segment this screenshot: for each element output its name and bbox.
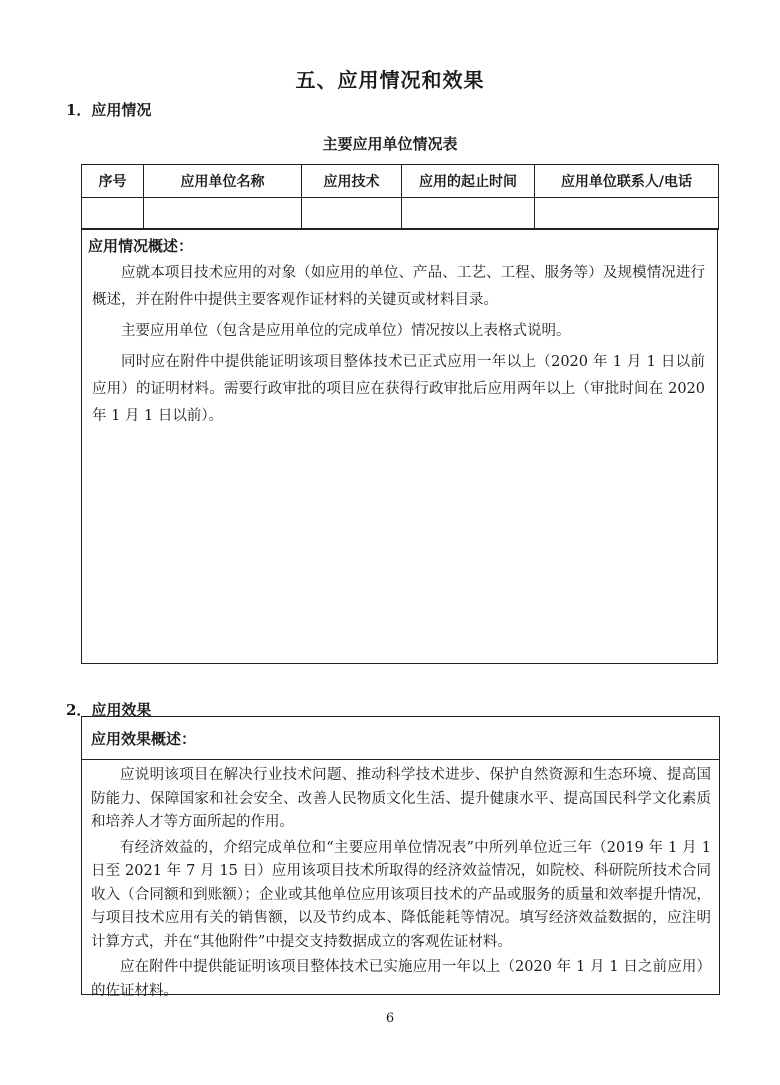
effect-overview-label: 应用效果概述： [82, 717, 719, 760]
table-row [82, 198, 719, 230]
page-number: 6 [385, 1011, 395, 1026]
overview-paragraph: 同时应在附件中提供能证明该项目整体技术已正式应用一年以上（2020 年 1 月 1 日以前应用）的证明材料。需要行政审批的项目应在获得行政审批后应用两年以上（审批时间在 2020 年 1 月 1 日以前）。 [92, 354, 705, 424]
column-header: 应用单位联系人/电话 [535, 165, 719, 198]
application-effect-heading: 2．应用效果 [66, 701, 152, 719]
effect-paragraph: 有经济效益的，介绍完成单位和“主要应用单位情况表”中所列单位近三年（2019 年 1 月 1 日至 2021 年 7 月 15 日）应用该项目技术所取得的经济效益情况，如院校、科研院所技术合同收入（合同额和到账额）；企业或其他单位应用该项目技术的产品或服务的质量和效率提升情况，与项目技术应用有关的销售额，以及节约成本、降低能耗等情况。填写经济效益数据的，应注明计算方式，并在“其他附件”中提交支持数据成立的客观佐证材料。 [91, 839, 711, 950]
column-header: 序号 [82, 165, 144, 198]
section-title: 五、应用情况和效果 [295, 68, 485, 92]
table-cell[interactable] [82, 198, 144, 230]
effect-overview-box [81, 716, 720, 999]
overview-paragraph: 应就本项目技术应用的对象（如应用的单位、产品、工艺、工程、服务等）及规模情况进行概述，并在附件中提供主要客观作证材料的关键页或材料目录。 [92, 265, 705, 308]
table-cell[interactable] [144, 198, 302, 230]
table-header-row [82, 165, 719, 198]
table-caption: 主要应用单位情况表 [322, 135, 458, 153]
table-cell[interactable] [402, 198, 535, 230]
overview-paragraph: 主要应用单位（包含是应用单位的完成单位）情况按以上表格式说明。 [121, 323, 571, 339]
application-units-table [81, 164, 719, 230]
column-header: 应用技术 [302, 165, 402, 198]
effect-paragraph: 应说明该项目在解决行业技术问题、推动科学技术进步、保护自然资源和生态环境、提高国防能力、保障国家和社会安全、改善人民物质文化生活、提升健康水平、提高国民科学文化素质和培养人才等方面所起的作用。 [91, 767, 711, 830]
column-header: 应用的起止时间 [402, 165, 535, 198]
application-status-heading: 1．应用情况 [66, 101, 152, 119]
effect-paragraph: 应在附件中提供能证明该项目整体技术已实施应用一年以上（2020 年 1 月 1 日之前应用）的佐证材料。 [91, 959, 711, 999]
application-overview-box [81, 228, 718, 664]
application-overview-label: 应用情况概述： [88, 237, 194, 255]
table-cell[interactable] [535, 198, 719, 230]
table-cell[interactable] [302, 198, 402, 230]
column-header: 应用单位名称 [144, 165, 302, 198]
